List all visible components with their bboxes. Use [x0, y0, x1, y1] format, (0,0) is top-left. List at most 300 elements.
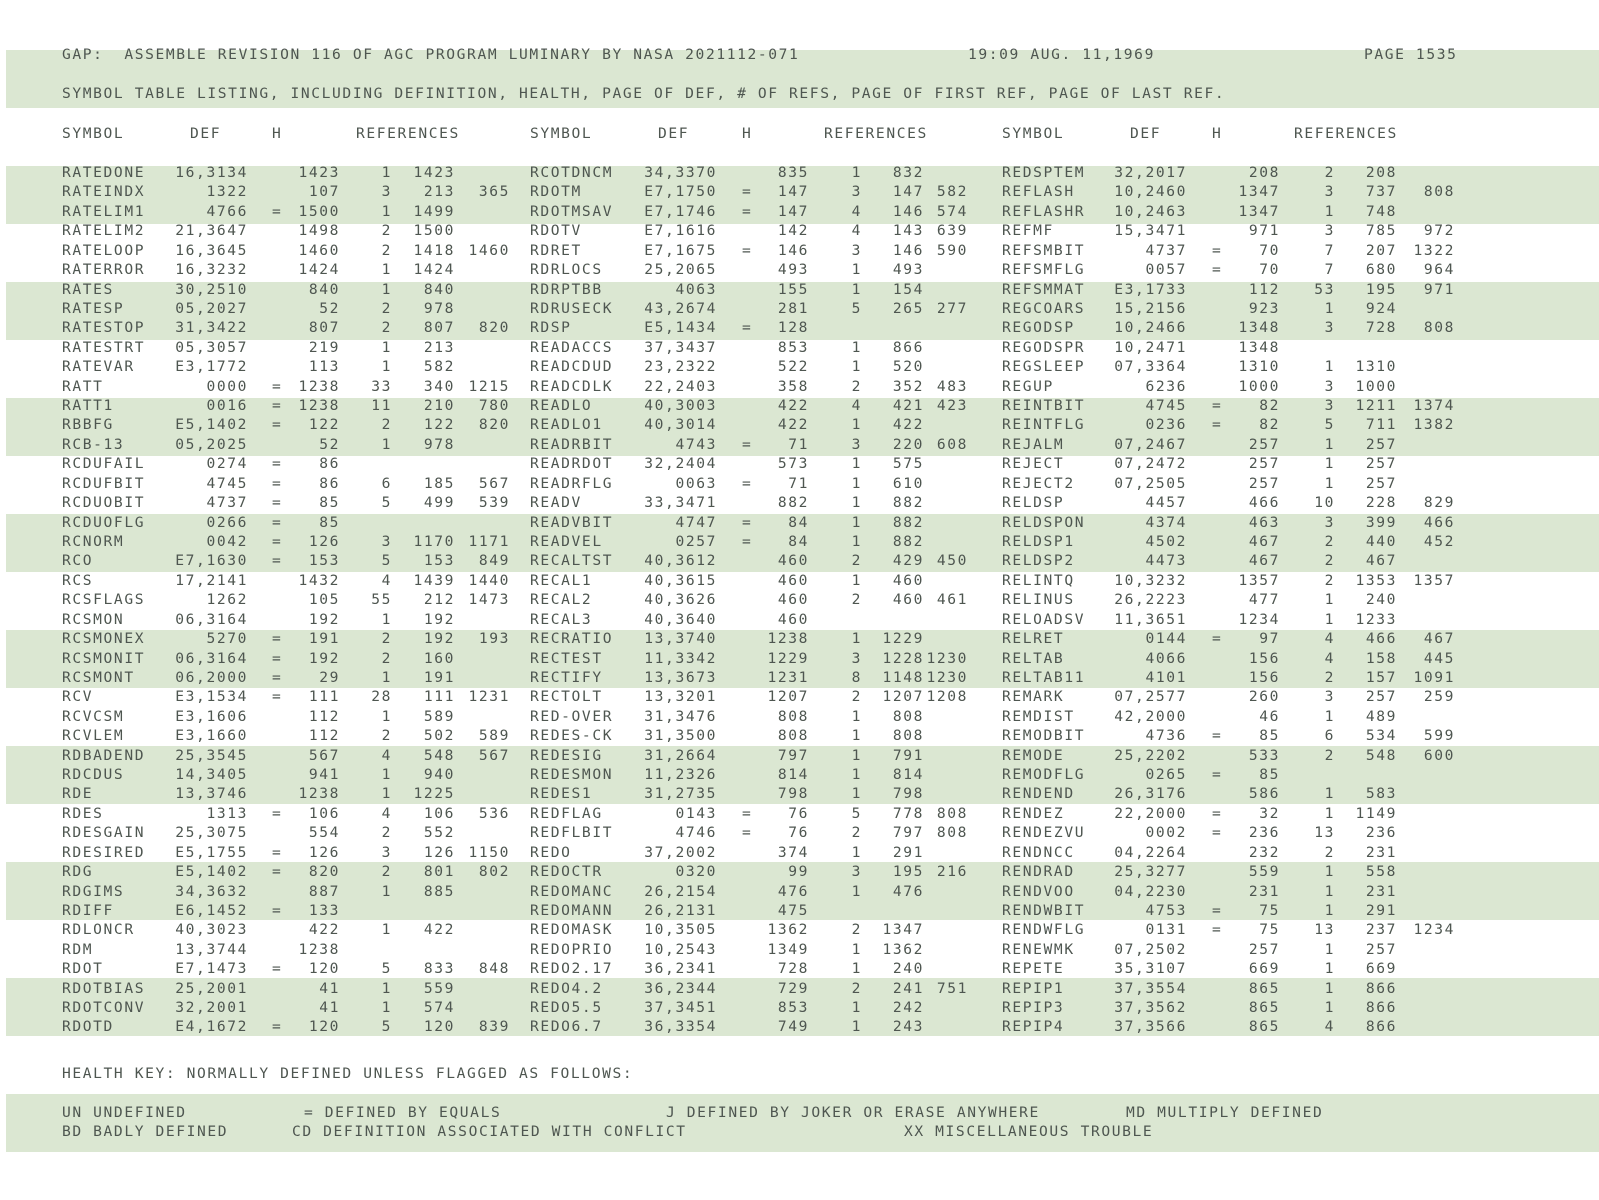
- cell-h: =: [272, 688, 283, 706]
- cell-ref-count: 2: [851, 552, 862, 570]
- cell-symbol: REDOMANC: [530, 882, 614, 900]
- cell-def-page: 1238: [767, 630, 809, 648]
- cell-def-page: 85: [1259, 727, 1280, 745]
- cell-first-ref: 1439: [413, 571, 455, 589]
- cell-first-ref: 212: [423, 591, 455, 609]
- cell-ref-count: 3: [851, 649, 862, 667]
- cell-last-ref: 829: [1423, 494, 1455, 512]
- cell-ref-count: 2: [1324, 164, 1335, 181]
- cell-def-page: 82: [1259, 397, 1280, 415]
- cell-last-ref: 808: [936, 804, 968, 822]
- cell-first-ref: 440: [1365, 532, 1397, 550]
- cell-symbol: RATT1: [62, 397, 114, 415]
- cell-def-page: 477: [1248, 591, 1280, 609]
- cell-symbol: RATESTRT: [62, 338, 146, 356]
- cell-def-page: 460: [777, 571, 809, 589]
- cell-ref-count: 3: [381, 183, 392, 201]
- cell-last-ref: 808: [1423, 319, 1455, 337]
- cell-first-ref: 866: [1365, 999, 1397, 1017]
- cell-first-ref: 143: [892, 222, 924, 240]
- cell-ref-count: 1: [1324, 901, 1335, 919]
- cell-ref-count: 1: [1324, 999, 1335, 1017]
- cell-def: 10,3505: [644, 921, 717, 939]
- cell-def: 0016: [206, 397, 248, 415]
- cell-first-ref: 737: [1365, 183, 1397, 201]
- cell-def: 4753: [1145, 901, 1187, 919]
- cell-def: E7,1750: [644, 183, 717, 201]
- cell-def-page: 460: [777, 552, 809, 570]
- cell-first-ref: 257: [1365, 688, 1397, 706]
- cell-def-page: 865: [1248, 979, 1280, 997]
- cell-def: 0042: [206, 532, 248, 550]
- cell-ref-count: 1: [851, 494, 862, 512]
- cell-def: 10,3232: [1114, 571, 1187, 589]
- cell-def: E5,1402: [175, 863, 248, 881]
- cell-ref-count: 1: [381, 882, 392, 900]
- cell-ref-count: 33: [371, 377, 392, 395]
- cell-first-ref: 421: [892, 397, 924, 415]
- cell-def-page: 84: [788, 532, 809, 550]
- cell-h: =: [272, 416, 283, 434]
- cell-last-ref: 1357: [1413, 571, 1455, 589]
- cell-symbol: RCSMON: [62, 610, 125, 628]
- cell-ref-count: 1: [381, 261, 392, 279]
- cell-def: E7,1746: [644, 202, 717, 220]
- cell-symbol: RELINUS: [1002, 591, 1075, 609]
- cell-ref-count: 4: [1324, 630, 1335, 648]
- cell-def: 25,2202: [1114, 746, 1187, 764]
- cell-symbol: RDES: [62, 804, 104, 822]
- cell-def: 11,3651: [1114, 610, 1187, 628]
- cell-def-page: 493: [777, 261, 809, 279]
- cell-def: 1313: [206, 804, 248, 822]
- cell-last-ref: 780: [478, 397, 510, 415]
- cell-last-ref: 1234: [1413, 921, 1455, 939]
- cell-def: 36,2344: [644, 979, 717, 997]
- cell-symbol: RENDNCC: [1002, 843, 1075, 861]
- cell-first-ref: 885: [423, 882, 455, 900]
- cell-symbol: RECAL2: [530, 591, 593, 609]
- cell-first-ref: 807: [423, 319, 455, 337]
- cell-symbol: RDE: [62, 785, 94, 803]
- cell-def: 22,2403: [644, 377, 717, 395]
- cell-def-page: 105: [308, 591, 340, 609]
- cell-def: 4502: [1145, 532, 1187, 550]
- cell-def-page: 941: [308, 766, 340, 784]
- cell-ref-count: 2: [851, 377, 862, 395]
- cell-ref-count: 1: [381, 164, 392, 181]
- cell-def: 16,3134: [175, 164, 248, 181]
- cell-def: 21,3647: [175, 222, 248, 240]
- page-number: PAGE 1535: [1364, 46, 1458, 63]
- cell-last-ref: 536: [478, 804, 510, 822]
- cell-first-ref: 120: [423, 1018, 455, 1036]
- cell-def-page: 1238: [298, 397, 340, 415]
- cell-last-ref: 1231: [468, 688, 510, 706]
- cell-ref-count: 1: [381, 921, 392, 939]
- cell-ref-count: 1: [381, 338, 392, 356]
- cell-def-page: 798: [777, 785, 809, 803]
- cell-symbol: RDSP: [530, 319, 572, 337]
- cell-ref-count: 10: [1314, 494, 1335, 512]
- cell-def-page: 1347: [1238, 202, 1280, 220]
- cell-def: 4063: [675, 280, 717, 298]
- cell-first-ref: 559: [423, 979, 455, 997]
- cell-ref-count: 2: [381, 222, 392, 240]
- health-key-cd: CD DEFINITION ASSOCIATED WITH CONFLICT: [292, 1123, 687, 1140]
- cell-symbol: RECTIFY: [530, 668, 603, 686]
- cell-def-page: 1357: [1238, 571, 1280, 589]
- cell-first-ref: 240: [892, 960, 924, 978]
- cell-symbol: RDRLOCS: [530, 261, 603, 279]
- cell-h: =: [742, 513, 753, 531]
- cell-def: 26,2223: [1114, 591, 1187, 609]
- cell-h: =: [272, 863, 283, 881]
- cell-ref-count: 5: [851, 299, 862, 317]
- cell-ref-count: 4: [381, 804, 392, 822]
- cell-first-ref: 460: [892, 571, 924, 589]
- cell-h: =: [1212, 261, 1223, 279]
- cell-def-page: 460: [777, 591, 809, 609]
- cell-h: =: [272, 960, 283, 978]
- cell-last-ref: 1171: [468, 532, 510, 550]
- cell-def-page: 106: [308, 804, 340, 822]
- cell-last-ref: 461: [936, 591, 968, 609]
- cell-ref-count: 1: [851, 474, 862, 492]
- cell-def: 37,3562: [1114, 999, 1187, 1017]
- cell-symbol: RCSMONIT: [62, 649, 146, 667]
- cell-def-page: 257: [1248, 940, 1280, 958]
- cell-def-page: 814: [777, 766, 809, 784]
- cell-ref-count: 2: [381, 241, 392, 259]
- cell-def: 07,2467: [1114, 435, 1187, 453]
- cell-first-ref: 208: [1365, 164, 1397, 181]
- cell-def: 13,3740: [644, 630, 717, 648]
- cell-first-ref: 582: [423, 358, 455, 376]
- cell-last-ref: 1382: [1413, 416, 1455, 434]
- cell-last-ref: 848: [478, 960, 510, 978]
- cell-def-page: 52: [319, 435, 340, 453]
- cell-first-ref: 476: [892, 882, 924, 900]
- cell-symbol: RCVCSM: [62, 707, 125, 725]
- cell-ref-count: 3: [851, 863, 862, 881]
- cell-def: 37,3554: [1114, 979, 1187, 997]
- cell-symbol: RCO: [62, 552, 94, 570]
- cell-first-ref: 728: [1365, 319, 1397, 337]
- cell-def: 31,2735: [644, 785, 717, 803]
- cell-ref-count: 1: [1324, 455, 1335, 473]
- cell-def-page: 112: [1248, 280, 1280, 298]
- cell-symbol: REJECT: [1002, 455, 1065, 473]
- cell-symbol: REMDIST: [1002, 707, 1075, 725]
- cell-ref-count: 1: [1324, 804, 1335, 822]
- cell-ref-count: 2: [851, 979, 862, 997]
- cell-def: 25,2001: [175, 979, 248, 997]
- cell-first-ref: 195: [1365, 280, 1397, 298]
- cell-h: =: [272, 843, 283, 861]
- cell-ref-count: 6: [381, 474, 392, 492]
- cell-symbol: REPIP4: [1002, 1018, 1065, 1036]
- cell-first-ref: 122: [423, 416, 455, 434]
- cell-def-page: 112: [308, 727, 340, 745]
- cell-def-page: 797: [777, 746, 809, 764]
- cell-ref-count: 1: [851, 766, 862, 784]
- cell-symbol: REFMF: [1002, 222, 1054, 240]
- cell-symbol: RCSMONEX: [62, 630, 146, 648]
- cell-h: =: [1212, 921, 1223, 939]
- cell-def-page: 156: [1248, 668, 1280, 686]
- cell-h: =: [742, 474, 753, 492]
- cell-first-ref: 866: [1365, 979, 1397, 997]
- cell-symbol: READRDOT: [530, 455, 614, 473]
- cell-last-ref: 820: [478, 319, 510, 337]
- col-def-2: DEF: [658, 125, 690, 142]
- cell-symbol: READVEL: [530, 532, 603, 550]
- cell-def-page: 257: [1248, 435, 1280, 453]
- cell-h: =: [1212, 416, 1223, 434]
- cell-first-ref: 106: [423, 804, 455, 822]
- cell-first-ref: 558: [1365, 863, 1397, 881]
- cell-ref-count: 1: [381, 979, 392, 997]
- cell-symbol: RCDUOBIT: [62, 494, 146, 512]
- cell-def-page: 97: [1259, 630, 1280, 648]
- cell-symbol: RBBFG: [62, 416, 114, 434]
- cell-first-ref: 111: [423, 688, 455, 706]
- cell-ref-count: 4: [851, 397, 862, 415]
- cell-def-page: 807: [308, 319, 340, 337]
- cell-def-page: 1460: [298, 241, 340, 259]
- cell-def: 40,3023: [175, 921, 248, 939]
- col-symbol-3: SYMBOL: [1002, 125, 1065, 142]
- cell-def: 30,2510: [175, 280, 248, 298]
- cell-def-page: 853: [777, 338, 809, 356]
- cell-first-ref: 940: [423, 766, 455, 784]
- cell-def: 16,3232: [175, 261, 248, 279]
- cell-h: =: [272, 668, 283, 686]
- cell-first-ref: 778: [892, 804, 924, 822]
- cell-symbol: RED-OVER: [530, 707, 614, 725]
- cell-first-ref: 814: [892, 766, 924, 784]
- cell-ref-count: 53: [1314, 280, 1335, 298]
- cell-def: 36,2341: [644, 960, 717, 978]
- cell-h: =: [272, 532, 283, 550]
- cell-def: 0002: [1145, 824, 1187, 842]
- cell-def-page: 840: [308, 280, 340, 298]
- cell-ref-count: 1: [1324, 979, 1335, 997]
- cell-h: =: [1212, 901, 1223, 919]
- cell-def: 43,2674: [644, 299, 717, 317]
- cell-ref-count: 1: [851, 785, 862, 803]
- cell-def: 06,2000: [175, 668, 248, 686]
- cell-def: 31,3476: [644, 707, 717, 725]
- cell-first-ref: 147: [892, 183, 924, 201]
- cell-symbol: REDO6.7: [530, 1018, 603, 1036]
- cell-h: =: [1212, 241, 1223, 259]
- cell-def: 4737: [1145, 241, 1187, 259]
- cell-h: =: [742, 241, 753, 259]
- cell-first-ref: 797: [892, 824, 924, 842]
- cell-def-page: 1238: [298, 940, 340, 958]
- cell-def: 40,3626: [644, 591, 717, 609]
- cell-symbol: READV: [530, 494, 582, 512]
- cell-first-ref: 493: [892, 261, 924, 279]
- cell-first-ref: 154: [892, 280, 924, 298]
- cell-last-ref: 582: [936, 183, 968, 201]
- cell-def: 4374: [1145, 513, 1187, 531]
- cell-ref-count: 1: [1324, 960, 1335, 978]
- cell-symbol: RDRET: [530, 241, 582, 259]
- cell-def: 15,2156: [1114, 299, 1187, 317]
- cell-first-ref: 882: [892, 513, 924, 531]
- cell-symbol: RCDUFBIT: [62, 474, 146, 492]
- health-key-md: MD MULTIPLY DEFINED: [1126, 1104, 1324, 1121]
- cell-symbol: RDGIMS: [62, 882, 125, 900]
- cell-def: 1322: [206, 183, 248, 201]
- cell-ref-count: 1: [381, 358, 392, 376]
- cell-first-ref: 1225: [413, 785, 455, 803]
- cell-first-ref: 669: [1365, 960, 1397, 978]
- cell-symbol: RATEVAR: [62, 358, 135, 376]
- cell-def: 17,2141: [175, 571, 248, 589]
- cell-def-page: 1348: [1238, 319, 1280, 337]
- cell-def-page: 85: [319, 494, 340, 512]
- cell-ref-count: 13: [1314, 824, 1335, 842]
- col-symbol-2: SYMBOL: [530, 125, 593, 142]
- cell-symbol: RCSMONT: [62, 668, 135, 686]
- cell-def: 05,2025: [175, 435, 248, 453]
- cell-symbol: RATERROR: [62, 261, 146, 279]
- cell-first-ref: 146: [892, 241, 924, 259]
- cell-def-page: 422: [308, 921, 340, 939]
- listing-timestamp: 19:09 AUG. 11,1969: [968, 46, 1155, 63]
- cell-first-ref: 1353: [1355, 571, 1397, 589]
- cell-symbol: RELRET: [1002, 630, 1065, 648]
- cell-first-ref: 153: [423, 552, 455, 570]
- cell-def-page: 1498: [298, 222, 340, 240]
- cell-ref-count: 1: [381, 668, 392, 686]
- cell-last-ref: 467: [1423, 630, 1455, 648]
- cell-def-page: 71: [788, 474, 809, 492]
- cell-first-ref: 460: [892, 591, 924, 609]
- cell-first-ref: 583: [1365, 785, 1397, 803]
- cell-def: 25,3545: [175, 746, 248, 764]
- cell-def-page: 75: [1259, 921, 1280, 939]
- cell-symbol: RDM: [62, 940, 94, 958]
- cell-ref-count: 1: [1324, 202, 1335, 220]
- cell-def: 0000: [206, 377, 248, 395]
- cell-symbol: RCB-13: [62, 435, 125, 453]
- cell-first-ref: 1233: [1355, 610, 1397, 628]
- cell-def-page: 32: [1259, 804, 1280, 822]
- cell-symbol: REMODBIT: [1002, 727, 1086, 745]
- cell-first-ref: 213: [423, 183, 455, 201]
- cell-last-ref: 365: [478, 183, 510, 201]
- cell-def: 26,2131: [644, 901, 717, 919]
- cell-last-ref: 849: [478, 552, 510, 570]
- cell-def: 04,2230: [1114, 882, 1187, 900]
- cell-last-ref: 259: [1423, 688, 1455, 706]
- cell-symbol: RATES: [62, 280, 114, 298]
- cell-def: 07,2577: [1114, 688, 1187, 706]
- cell-def-page: 669: [1248, 960, 1280, 978]
- cell-first-ref: 220: [892, 435, 924, 453]
- cell-ref-count: 5: [851, 804, 862, 822]
- cell-last-ref: 539: [478, 494, 510, 512]
- cell-symbol: REFLASH: [1002, 183, 1075, 201]
- cell-symbol: REDSPTEM: [1002, 164, 1086, 181]
- cell-def-page: 128: [777, 319, 809, 337]
- cell-def: E3,1733: [1114, 280, 1187, 298]
- cell-symbol: RATEINDX: [62, 183, 146, 201]
- cell-symbol: REDES-CK: [530, 727, 614, 745]
- cell-first-ref: 575: [892, 455, 924, 473]
- health-key-xx: XX MISCELLANEOUS TROUBLE: [904, 1123, 1154, 1140]
- cell-first-ref: 978: [423, 299, 455, 317]
- cell-def: 05,3057: [175, 338, 248, 356]
- cell-first-ref: 978: [423, 435, 455, 453]
- cell-def-page: 820: [308, 863, 340, 881]
- cell-def-page: 1234: [1238, 610, 1280, 628]
- cell-ref-count: 3: [1324, 222, 1335, 240]
- col-references-1: REFERENCES: [356, 125, 460, 142]
- cell-first-ref: 1418: [413, 241, 455, 259]
- cell-symbol: RDRPTBB: [530, 280, 603, 298]
- cell-def-page: 86: [319, 474, 340, 492]
- cell-symbol: RENDRAD: [1002, 863, 1075, 881]
- cell-def-page: 86: [319, 455, 340, 473]
- cell-first-ref: 882: [892, 494, 924, 512]
- cell-ref-count: 1: [1324, 591, 1335, 609]
- cell-def-page: 522: [777, 358, 809, 376]
- cell-h: =: [742, 202, 753, 220]
- cell-ref-count: 3: [1324, 513, 1335, 531]
- cell-symbol: RDESIRED: [62, 843, 146, 861]
- cell-ref-count: 1: [1324, 863, 1335, 881]
- cell-def-page: 76: [788, 804, 809, 822]
- cell-first-ref: 228: [1365, 494, 1397, 512]
- cell-symbol: RELDSP: [1002, 494, 1065, 512]
- cell-ref-count: 1: [381, 999, 392, 1017]
- cell-def-page: 281: [777, 299, 809, 317]
- cell-symbol: RCDUFAIL: [62, 455, 146, 473]
- cell-last-ref: 1215: [468, 377, 510, 395]
- cell-last-ref: 1322: [1413, 241, 1455, 259]
- cell-first-ref: 1211: [1355, 397, 1397, 415]
- cell-symbol: RENDEZ: [1002, 804, 1065, 822]
- cell-def: E4,1672: [175, 1018, 248, 1036]
- cell-first-ref: 1424: [413, 261, 455, 279]
- cell-last-ref: 423: [936, 397, 968, 415]
- col-h-1: H: [272, 125, 283, 142]
- cell-ref-count: 8: [851, 668, 862, 686]
- cell-def: 40,3615: [644, 571, 717, 589]
- cell-def: 4101: [1145, 668, 1187, 686]
- col-def-3: DEF: [1130, 125, 1162, 142]
- cell-def: 34,3632: [175, 882, 248, 900]
- cell-def: 4457: [1145, 494, 1187, 512]
- cell-def: E3,1606: [175, 707, 248, 725]
- cell-ref-count: 1: [1324, 707, 1335, 725]
- cell-def-page: 808: [777, 707, 809, 725]
- cell-ref-count: 5: [1324, 416, 1335, 434]
- cell-ref-count: 1: [851, 571, 862, 589]
- cell-last-ref: 452: [1423, 532, 1455, 550]
- cell-def-page: 236: [1248, 824, 1280, 842]
- cell-ref-count: 3: [381, 843, 392, 861]
- cell-ref-count: 1: [851, 746, 862, 764]
- cell-symbol: READLO1: [530, 416, 603, 434]
- cell-def-page: 728: [777, 960, 809, 978]
